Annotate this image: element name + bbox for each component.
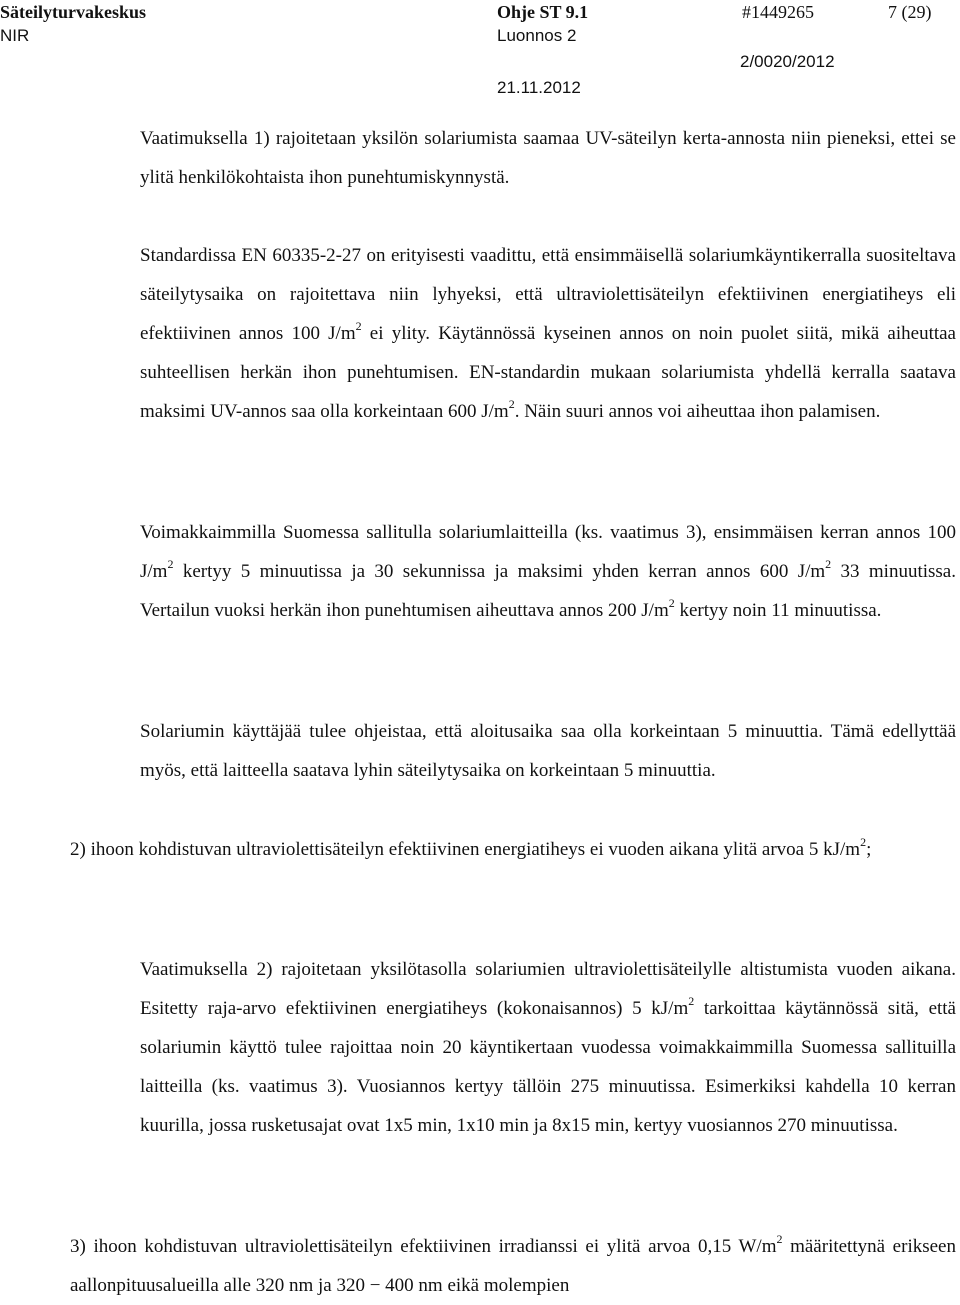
guide-title: Ohje ST 9.1 [497, 2, 589, 22]
document-id: #1449265 [742, 2, 814, 22]
draft-label: Luonnos 2 [497, 26, 577, 45]
page-number: 7 (29) [888, 2, 932, 22]
draft-date: 21.11.2012 [497, 78, 581, 97]
paragraph-requirement-1-explanation: Vaatimuksella 1) rajoitetaan yksilön solariumista saamaa UV-säteilyn kerta-annosta niin pieneksi, ettei se ylitä henkilökohtaista ihon punehtumiskynnystä. [140, 128, 956, 188]
paragraph-user-instructions: Solariumin käyttäjää tulee ohjeistaa, että aloitusaika saa olla korkeintaan 5 minuuttia. Tämä edellyttää myös, että laitteella saatava lyhin säteilytysaika on korkeintaan 5 minuuttia. [140, 721, 956, 781]
paragraph-strongest-devices: Voimakkaimmilla Suomessa sallitulla solariumlaitteilla (ks. vaatimus 3), ensimmäisen kerran annos 100 $J/m^2$ kertyy 5 minuutissa ja 30 sekunnissa ja maksimi yhden kerran annos 600 $J/m^2$ 33 minuutissa. Vertailun vuoksi herkän ihon punehtumisen aiheuttava annos 200 $J/m^2$ kertyy noin 11 minuutissa. [140, 522, 956, 621]
paragraph-requirement-2-explanation: Vaatimuksella 2) rajoitetaan yksilötasolla solariumien ultraviolettisäteilylle altistumista vuoden aikana. Esitetty raja-arvo efektiivinen energiatiheys (kokonaisannos) 5 $kJ/m^2$ tarkoittaa käytännössä sitä, että solariumin käyttö tulee rajoittaa noin 20 käyntikertaan vuodessa voimakkaimmilla Suomessa sallituilla laitteilla (ks. vaatimus 3). Vuosiannos kertyy tällöin 275 minuutissa. Esimerkiksi kahdella 10 kerran kuurilla, jossa rusketusajat ovat 1x5 min, 1x10 min ja 8x15 min, kertyy vuosiannos 270 minuutissa. [140, 959, 956, 1136]
reference-number: 2/0020/2012 [740, 52, 835, 71]
unit-name: NIR [0, 26, 30, 45]
requirement-3: 3) ihoon kohdistuvan ultraviolettisäteilyn efektiivinen irradianssi ei ylitä arvoa 0,15 $W/m^2$ määritettynä erikseen aallonpituusalueilla alle 320 nm ja 320 − 400 nm eikä molempien [70, 1231, 956, 1296]
requirement-2: 2) ihoon kohdistuvan ultraviolettisäteilyn efektiivinen energiatiheys ei vuoden aikana ylitä arvoa 5 $kJ/m^2$; [70, 834, 872, 860]
paragraph-standard-en60335: Standardissa EN 60335-2-27 on erityisesti vaadittu, että ensimmäisellä solariumkäyntikerralla suositeltava säteilytysaika on rajoitettava niin lyhyeksi, että ultraviolettisäteilyn efektiivinen energiatiheys eli efektiivinen annos 100 $J/m^2$ ei ylity. Käytännössä kyseinen annos on noin puolet siitä, mikä aiheuttaa suhteellisen herkän ihon punehtumisen. EN-standardin mukaan solariumista yhdellä kerralla saatava maksimi UV-annos saa olla korkeintaan 600 $J/m^2$. Näin suuri annos voi aiheuttaa ihon palamisen. [140, 245, 956, 422]
organization-name: Säteilyturvakeskus [0, 2, 147, 22]
